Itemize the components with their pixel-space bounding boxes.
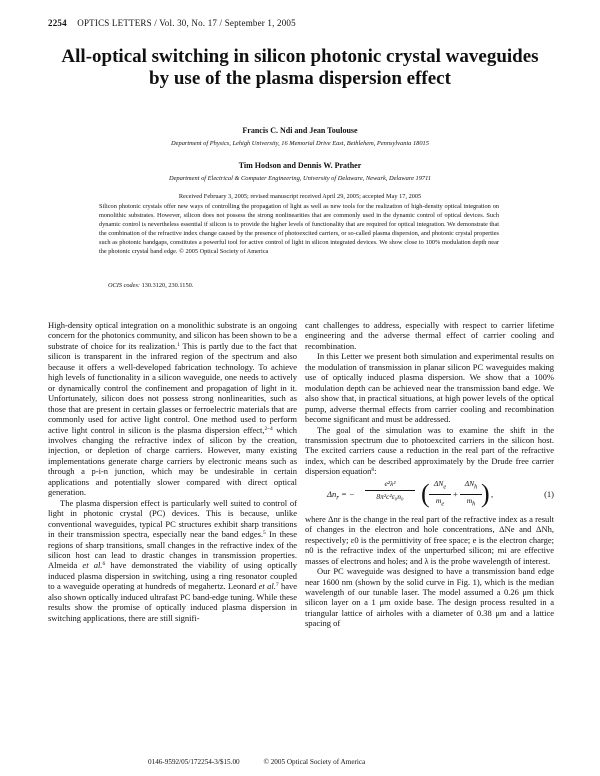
abstract: Silicon photonic crystals offer new ways of controlling the propagation of light as well as new tools for the realization of high-density optical integration on monolithic substrates. However, silicon does not possess the strong nonlinearities that are commonly used in the dynamic control of optical devices. Such dynamic control is nevertheless essential if silicon is to provide the higher levels of functionality that are required for optical integration. We demonstrate that the combination of the refractive index change caused by the presence of photoexcited carriers, or so-called plasma dispersion, and photonic crystal properties such as photonic bandgaps, constitutes a powerful tool for active control of light in silicon integrated devices. We show close to 100% modulation depth near the photonic crystal band edge. © 2005 Optical Society of America <box>99 203 499 255</box>
right-column <box>305 320 554 629</box>
copyright-notice: © 2005 Optical Society of America <box>263 758 366 766</box>
author-group-2: Tim Hodson and Dennis W. Prather <box>238 161 362 170</box>
affiliation-1: Department of Physics, Lehigh University, 16 Memorial Drive East, Bethlehem, Pennsylvania 18015 <box>171 140 429 147</box>
reference-superscript: 2–4 <box>264 425 273 432</box>
ocis-codes <box>108 282 193 289</box>
equation-paren-left: ( <box>421 478 430 508</box>
reference-superscript: 7 <box>275 582 279 589</box>
equation-number: (1) <box>544 488 554 499</box>
equation-lhs: $\Delta n_r$ = − <box>327 488 355 502</box>
paragraph: In this Letter we present both simulation and experimental results on the modulation of transmission in planar silicon PC waveguides making use of optically induced plasma dispersion. We show that a 100% modulation depth can be achieved near the transmission band edge. We also show that, in practical situations, at high power levels of the optical pump, adverse thermal effects from carrier cooling and recombination become significant and must be addressed. <box>305 351 554 425</box>
author-group-1: Francis C. Ndi and Jean Toulouse <box>242 126 358 135</box>
drude-equation: $\Delta n_r$ = − $\frac{\text{e²λ²}}{\text{8π²c²ε₀n₀}}$ ( $\Delta N_e$ $m_e$ + $\Delta N_h$ $m_h$ ) , (1) <box>327 478 554 508</box>
paragraph: where Δnr is the change in the real part of the refractive index as a result of changes in the electron and hole concentrations, ΔNe and ΔNh, respectively; ε0 is the permittivity of free space; e is the electron charge; n0 is the refractive index of the unperturbed silicon; mi are effective masses of electrons and holes; and λ is the probe wavelength of interest. <box>305 513 554 566</box>
affiliation-2: Department of Electrical & Computer Engineering, University of Delaware, Newark, Delaware 19711 <box>168 175 432 182</box>
ocis-value: 130.3120, 230.1150. <box>141 282 194 289</box>
paragraph: The goal of the simulation was to examine the shift in the transmission spectrum due to photoexcited carriers in the silicon host. The excited carriers cause a reduction in the real part of the refractive index, which can be described approximately by the Drude free carrier dispersion equation$^8$: <box>305 424 554 477</box>
reference-superscript: 8 <box>371 467 375 474</box>
article-title: All-optical switching in silicon photonic crystal waveguides by use of the plasma dispersion effect <box>61 46 539 89</box>
paragraph: High-density optical integration on a monolithic substrate is an ongoing concern for the photonics community, and silicon has been shown to be a substrate of choice for its realization.$^1$ This is partly due to the fact that silicon is transparent in the infrared region of the spectrum and also because it offers a well-developed fabrication technology. To achieve high levels of functionality in a silicon waveguide, one needs to actively or dynamically control the confinement and propagation of light in it. Unfortunately, silicon does not possess strong nonlinearities, such as those that are present in certain glasses or ferroelectric materials that are commonly used for active light control. One method used to perform active light control in silicon is the plasma dispersion effect,$^{2-4}$ which involves changing the refractive index of silicon by the creation, injection, or depletion of charge carriers. However, many existing implementations generate charge carriers by electronic means such as through a p-i-n junction, which may be undesirable in certain applications and potentially slower compared with direct optical generation. <box>48 320 297 498</box>
issn-code: 0146-9592/05/172254-3/$15.00 <box>148 758 240 766</box>
journal-info: OPTICS LETTERS / Vol. 30, No. 17 / September 1, 2005 <box>77 18 296 28</box>
equation-paren-right: ) <box>481 478 490 508</box>
equation-prefactor: $\frac{\text{e²λ²}}{\text{8π²c²ε₀n₀}}$ <box>365 479 415 503</box>
paragraph: Our PC waveguide was designed to have a transmission band edge near 1600 nm (shown by the solid curve in Fig. 1), which is the median wavelength of our tunable laser. The model assumed a 0.26 μm thick silicon layer on a 1 μm oxide base. The design process resulted in a triangular lattice of airholes with a diameter of 0.38 μm and a lattice spacing of <box>305 566 554 629</box>
equation-hole-term: $\Delta N_h$ $m_h$ <box>460 479 482 510</box>
equation-plus: + <box>453 488 458 499</box>
reference-superscript: 5 <box>263 530 266 537</box>
paragraph: The plasma dispersion effect is particularly well suited to control of light in photonic crystal (PC) devices. This is because, unlike conventional waveguides, typical PC structures exhibit sharp transitions in their transmission spectra, especially near the band edges.$^5$ In these regions of sharp transitions, small changes in the refractive index of the silicon host can lead to drastic changes in transmission properties. Almeida et al.$^6$ have demonstrated the viability of using optically induced plasma dispersion in switching, using a ring resonator coupled to a waveguide operating at hundreds of megahertz. Leonard et al.$^7$ have also shown optically induced ultrafast PC band-edge tuning. While these results show the promise of optically induced plasma dispersion in switching applications, there are still signifi- <box>48 497 298 623</box>
ocis-label: OCIS codes: <box>108 282 141 289</box>
paragraph: cant challenges to address, especially with respect to carrier lifetime engineering and the adverse thermal effect of carrier cooling and recombination. <box>305 320 554 351</box>
left-column <box>48 320 297 623</box>
received-dates: Received February 3, 2005; revised manuscript received April 29, 2005; accepted May 17, 2005 <box>178 193 422 200</box>
reference-superscript: 1 <box>177 341 180 348</box>
page-number: 2254 <box>48 18 67 28</box>
reference-superscript: 6 <box>102 561 106 568</box>
equation-electron-term: $\Delta N_e$ $m_e$ <box>429 479 451 510</box>
page-footer <box>148 758 387 766</box>
running-header <box>48 18 296 28</box>
